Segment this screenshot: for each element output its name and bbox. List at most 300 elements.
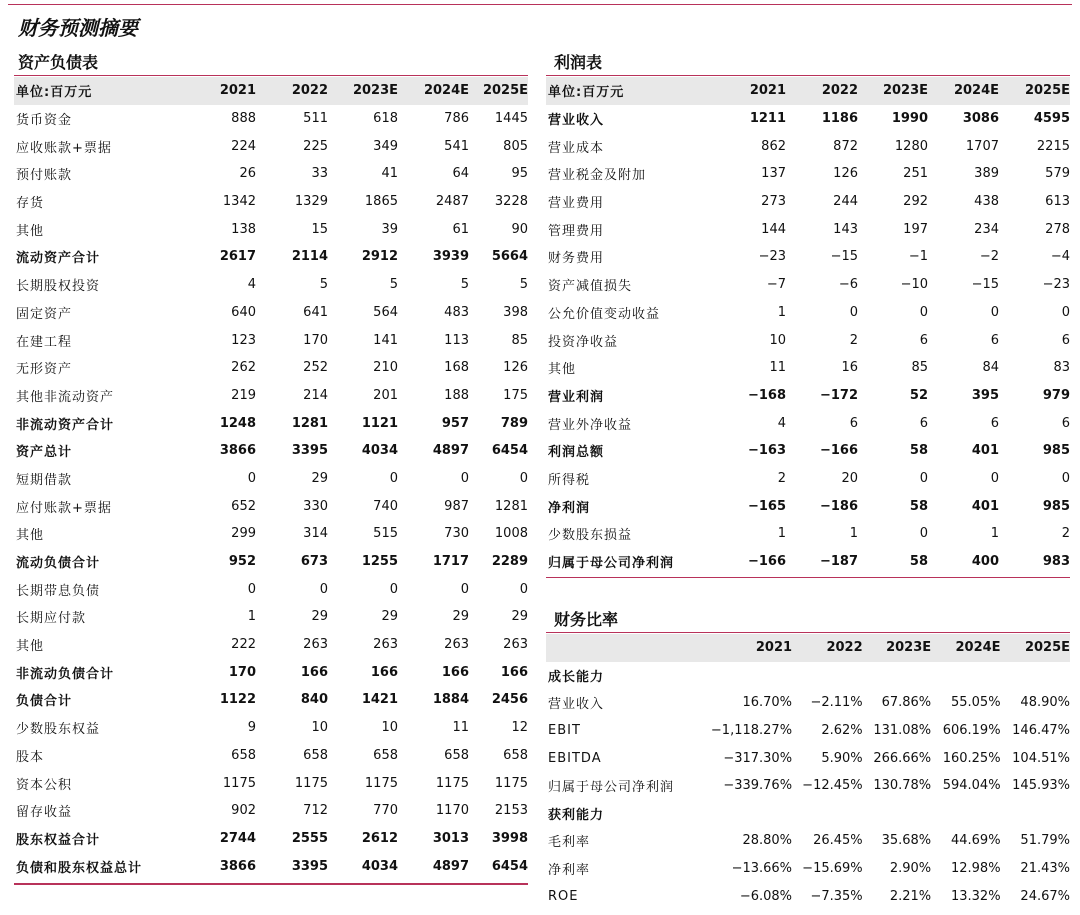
table-row: [14, 686, 528, 714]
table-row: [14, 575, 528, 603]
table-row: [546, 827, 1070, 855]
table-row: [546, 326, 1070, 354]
cell-value: 1865: [364, 194, 398, 210]
cell-value: 0: [247, 470, 256, 486]
year-header: 2023E: [328, 77, 398, 105]
row-label: 预付账款: [16, 168, 73, 184]
cell-value: 104.51%: [1012, 750, 1070, 766]
year-header: 2025E: [999, 77, 1070, 105]
cell-value: −23: [1042, 277, 1070, 293]
row-label: 其他: [16, 528, 45, 544]
table-row: [14, 852, 528, 880]
row-label: 其他: [16, 223, 45, 239]
unit-header: 单位:百万元: [546, 77, 716, 105]
cell-value: 123: [231, 332, 256, 348]
cell-value: 166: [441, 664, 469, 680]
row-label: 其他: [16, 639, 45, 655]
row-label: 长期应付款: [16, 611, 87, 627]
row-label: EBIT: [548, 723, 581, 739]
row-label: 无形资产: [16, 362, 73, 378]
cell-value: 564: [373, 304, 398, 320]
cell-value: 90: [511, 221, 528, 237]
cell-value: 4: [777, 415, 786, 431]
cell-value: 166: [500, 664, 528, 680]
cell-value: 872: [833, 138, 858, 154]
cell-value: 141: [373, 332, 398, 348]
cell-value: 398: [503, 304, 528, 320]
cell-value: [1001, 800, 1070, 828]
row-label: 营业利润: [548, 389, 605, 405]
cell-value: −186: [819, 498, 858, 514]
cell-value: −168: [747, 387, 786, 403]
cell-value: −2: [979, 249, 999, 265]
cell-value: 770: [373, 803, 398, 819]
table-row: [14, 132, 528, 160]
income-rule-bottom: [546, 577, 1070, 578]
cell-value: 483: [444, 304, 469, 320]
cell-value: 1445: [494, 111, 528, 127]
cell-value: 29: [311, 609, 328, 625]
cell-value: [863, 662, 932, 690]
cell-value: 11: [769, 360, 786, 376]
row-label: 利润总额: [548, 445, 605, 461]
cell-value: 10: [311, 720, 328, 736]
table-row: [14, 797, 528, 825]
cell-value: 39: [381, 221, 398, 237]
cell-value: 6: [990, 332, 999, 348]
cell-value: 658: [231, 747, 256, 763]
table-row: [546, 105, 1070, 133]
cell-value: 5: [460, 277, 469, 293]
table-row: [14, 658, 528, 686]
cell-value: 58: [909, 498, 928, 514]
table-row: [546, 744, 1070, 772]
cell-value: 1255: [361, 554, 398, 570]
table-row: [546, 243, 1070, 271]
cell-value: 225: [303, 138, 328, 154]
cell-value: 1280: [894, 138, 928, 154]
cell-value: 6: [919, 332, 928, 348]
cell-value: 3866: [219, 858, 256, 874]
cell-value: −163: [747, 443, 786, 459]
year-header: 2022: [256, 77, 328, 105]
cell-value: 67.86%: [881, 695, 932, 711]
row-label: 存货: [16, 196, 45, 212]
cell-value: 1: [849, 526, 858, 542]
cell-value: 2: [849, 332, 858, 348]
cell-value: 166: [300, 664, 328, 680]
year-header: 2024E: [931, 634, 1000, 662]
row-label: 归属于母公司净利润: [548, 780, 675, 796]
cell-value: 21.43%: [1020, 861, 1070, 877]
cell-value: 579: [1045, 166, 1070, 182]
cell-value: −6.08%: [739, 888, 793, 904]
cell-value: 210: [373, 360, 398, 376]
cell-value: 6: [919, 415, 928, 431]
cell-value: −187: [819, 554, 858, 570]
income-statement-title: 利润表: [554, 53, 603, 72]
table-row: [546, 800, 1070, 828]
cell-value: 33: [311, 166, 328, 182]
row-label: 营业外净收益: [548, 417, 633, 433]
cell-value: 2.21%: [889, 888, 932, 904]
table-row: [546, 437, 1070, 465]
cell-value: −6: [838, 277, 858, 293]
income-rule-top: [546, 75, 1070, 76]
cell-value: 888: [231, 111, 256, 127]
cell-value: 12: [511, 720, 528, 736]
cell-value: 1: [247, 609, 256, 625]
table-row: [14, 382, 528, 410]
row-label: 营业收入: [548, 113, 605, 129]
year-header: 2024E: [398, 77, 469, 105]
cell-value: 292: [903, 194, 928, 210]
cell-value: 137: [761, 166, 786, 182]
cell-value: [792, 662, 863, 690]
row-label: 货币资金: [16, 113, 73, 129]
row-label: 毛利率: [548, 835, 591, 851]
cell-value: 3395: [291, 858, 328, 874]
cell-value: 6: [1061, 415, 1070, 431]
row-label: 少数股东损益: [548, 528, 633, 544]
cell-value: 224: [231, 138, 256, 154]
row-label: 股本: [16, 749, 45, 765]
cell-value: 85: [911, 360, 928, 376]
cell-value: 1121: [361, 415, 398, 431]
year-header: 2023E: [863, 634, 932, 662]
ratios-table: [546, 634, 1070, 910]
cell-value: 1211: [749, 111, 786, 127]
row-label: 营业税金及附加: [548, 168, 647, 184]
table-row: [546, 299, 1070, 327]
cell-value: 1186: [821, 111, 858, 127]
table-row: [14, 437, 528, 465]
unit-header: [546, 634, 711, 662]
cell-value: 952: [228, 554, 256, 570]
cell-value: 26: [239, 166, 256, 182]
table-row: [546, 548, 1070, 576]
cell-value: 44.69%: [950, 833, 1001, 849]
table-row: [14, 215, 528, 243]
table-row: [14, 520, 528, 548]
income-statement-table: [546, 77, 1070, 575]
cell-value: 10: [769, 332, 786, 348]
row-label: 在建工程: [16, 334, 73, 350]
cell-value: 2289: [491, 554, 528, 570]
cell-value: 4897: [432, 858, 469, 874]
cell-value: 24.67%: [1020, 888, 1070, 904]
cell-value: 983: [1042, 554, 1070, 570]
cell-value: 0: [990, 304, 999, 320]
cell-value: 314: [303, 526, 328, 542]
table-row: [546, 520, 1070, 548]
table-row: [546, 132, 1070, 160]
balance-sheet-title: 资产负债表: [18, 53, 99, 72]
table-row: [14, 825, 528, 853]
cell-value: 1175: [364, 775, 398, 791]
cell-value: 641: [303, 304, 328, 320]
cell-value: 3866: [219, 443, 256, 459]
table-row: [546, 717, 1070, 745]
cell-value: 6: [990, 415, 999, 431]
cell-value: 1281: [494, 498, 528, 514]
cell-value: 170: [303, 332, 328, 348]
cell-value: 640: [231, 304, 256, 320]
table-row: [14, 769, 528, 797]
cell-value: 126: [503, 360, 528, 376]
cell-value: 234: [974, 221, 999, 237]
cell-value: 389: [974, 166, 999, 182]
cell-value: 979: [1042, 387, 1070, 403]
cell-value: 64: [452, 166, 469, 182]
cell-value: 658: [373, 747, 398, 763]
cell-value: 2.62%: [821, 723, 863, 739]
cell-value: 1122: [219, 692, 256, 708]
cell-value: 2.90%: [889, 861, 932, 877]
year-header: 2021: [716, 77, 786, 105]
cell-value: 222: [231, 637, 256, 653]
cell-value: 55.05%: [950, 695, 1001, 711]
table-row: [14, 105, 528, 133]
cell-value: 188: [444, 387, 469, 403]
cell-value: 1248: [219, 415, 256, 431]
cell-value: 5: [519, 277, 528, 293]
cell-value: 3228: [494, 194, 528, 210]
cell-value: 1: [777, 304, 786, 320]
cell-value: 299: [231, 526, 256, 542]
cell-value: [931, 800, 1000, 828]
cell-value: 0: [990, 470, 999, 486]
cell-value: 2612: [361, 830, 398, 846]
year-header: 2021: [711, 634, 792, 662]
cell-value: 214: [303, 387, 328, 403]
row-label: 归属于母公司净利润: [548, 556, 675, 572]
cell-value: 401: [971, 443, 999, 459]
cell-value: −15: [830, 249, 858, 265]
ratios-title: 财务比率: [554, 610, 619, 629]
cell-value: 606.19%: [942, 723, 1001, 739]
cell-value: −10: [900, 277, 928, 293]
table-row: [546, 215, 1070, 243]
cell-value: 613: [1045, 194, 1070, 210]
cell-value: 11: [452, 720, 469, 736]
cell-value: 658: [303, 747, 328, 763]
table-row: [546, 188, 1070, 216]
row-label: 应付账款+票据: [16, 500, 112, 516]
table-row: [14, 548, 528, 576]
table-row: [546, 354, 1070, 382]
cell-value: 2744: [219, 830, 256, 846]
cell-value: [863, 800, 932, 828]
cell-value: 13.32%: [950, 888, 1001, 904]
table-row: [546, 465, 1070, 493]
cell-value: 957: [441, 415, 469, 431]
cell-value: 840: [300, 692, 328, 708]
cell-value: 252: [303, 360, 328, 376]
cell-value: 987: [444, 498, 469, 514]
cell-value: 263: [503, 637, 528, 653]
cell-value: 2: [1061, 526, 1070, 542]
cell-value: 26.45%: [813, 833, 863, 849]
table-row: [546, 855, 1070, 883]
row-label: 固定资产: [16, 306, 73, 322]
cell-value: 219: [231, 387, 256, 403]
cell-value: 1008: [494, 526, 528, 542]
table-row: [546, 160, 1070, 188]
row-label: 净利润: [548, 500, 591, 516]
cell-value: [711, 800, 792, 828]
cell-value: 6454: [491, 443, 528, 459]
cell-value: 2487: [435, 194, 469, 210]
cell-value: 2114: [291, 249, 328, 265]
row-label: 成长能力: [548, 669, 605, 685]
cell-value: 1717: [432, 554, 469, 570]
cell-value: 10: [381, 720, 398, 736]
cell-value: 2: [777, 470, 786, 486]
table-row: [14, 354, 528, 382]
cell-value: 61: [452, 221, 469, 237]
table-row: [14, 603, 528, 631]
table-row: [14, 465, 528, 493]
cell-value: 4: [247, 277, 256, 293]
cell-value: 1707: [965, 138, 999, 154]
cell-value: 0: [460, 470, 469, 486]
cell-value: −2.11%: [810, 695, 863, 711]
row-label: 长期带息负债: [16, 583, 101, 599]
cell-value: 52: [909, 387, 928, 403]
table-row: [546, 772, 1070, 800]
year-header: 2021: [186, 77, 256, 105]
row-label: 财务费用: [548, 251, 605, 267]
cell-value: 58: [909, 443, 928, 459]
cell-value: 84: [982, 360, 999, 376]
cell-value: 197: [903, 221, 928, 237]
cell-value: 2617: [219, 249, 256, 265]
row-label: 非流动负债合计: [16, 666, 115, 682]
cell-value: 0: [247, 581, 256, 597]
cell-value: 48.90%: [1020, 695, 1070, 711]
cell-value: 138: [231, 221, 256, 237]
cell-value: 2215: [1036, 138, 1070, 154]
table-row: [546, 492, 1070, 520]
row-label: 净利率: [548, 863, 591, 879]
cell-value: 985: [1042, 443, 1070, 459]
cell-value: 263: [444, 637, 469, 653]
cell-value: 0: [389, 470, 398, 486]
cell-value: 16: [841, 360, 858, 376]
cell-value: 1884: [432, 692, 469, 708]
table-row: [14, 243, 528, 271]
row-label: 非流动资产合计: [16, 417, 115, 433]
row-label: 负债合计: [16, 694, 73, 710]
cell-value: 201: [373, 387, 398, 403]
row-label: 流动负债合计: [16, 556, 101, 572]
cell-value: 113: [444, 332, 469, 348]
row-label: 管理费用: [548, 223, 605, 239]
cell-value: 594.04%: [942, 778, 1001, 794]
row-label: ROE: [548, 888, 579, 904]
cell-value: 12.98%: [950, 861, 1001, 877]
cell-value: 1: [990, 526, 999, 542]
cell-value: 0: [319, 581, 328, 597]
cell-value: 0: [389, 581, 398, 597]
cell-value: 3395: [291, 443, 328, 459]
cell-value: 35.68%: [881, 833, 932, 849]
cell-value: 16.70%: [742, 695, 793, 711]
cell-value: 730: [444, 526, 469, 542]
cell-value: 3013: [432, 830, 469, 846]
page-title: 财务预测摘要: [18, 16, 138, 40]
cell-value: 5.90%: [821, 750, 863, 766]
table-row: [14, 714, 528, 742]
cell-value: 29: [511, 609, 528, 625]
row-label: 短期借款: [16, 472, 73, 488]
cell-value: 786: [444, 111, 469, 127]
cell-value: 1: [777, 526, 786, 542]
row-label: 资产总计: [16, 445, 73, 461]
table-row: [546, 409, 1070, 437]
cell-value: −1: [908, 249, 928, 265]
year-header: 2023E: [858, 77, 928, 105]
cell-value: −1,118.27%: [710, 723, 793, 739]
cell-value: −4: [1050, 249, 1070, 265]
cell-value: −172: [819, 387, 858, 403]
year-header: 2022: [786, 77, 858, 105]
cell-value: −23: [758, 249, 786, 265]
cell-value: 4595: [1033, 111, 1070, 127]
row-label: 应收账款+票据: [16, 140, 112, 156]
cell-value: 673: [300, 554, 328, 570]
cell-value: 29: [452, 609, 469, 625]
balance-rule-top: [14, 75, 528, 76]
cell-value: 278: [1045, 221, 1070, 237]
cell-value: 58: [909, 554, 928, 570]
cell-value: 145.93%: [1012, 778, 1070, 794]
cell-value: 170: [228, 664, 256, 680]
cell-value: 28.80%: [742, 833, 793, 849]
cell-value: 29: [311, 470, 328, 486]
cell-value: 144: [761, 221, 786, 237]
cell-value: 515: [373, 526, 398, 542]
cell-value: 146.47%: [1012, 723, 1070, 739]
cell-value: 126: [833, 166, 858, 182]
cell-value: 1421: [361, 692, 398, 708]
row-label: 投资净收益: [548, 334, 619, 350]
row-label: 负债和股东权益总计: [16, 860, 143, 876]
cell-value: 1175: [294, 775, 328, 791]
year-header: 2022: [792, 634, 863, 662]
cell-value: 5664: [491, 249, 528, 265]
row-label: 其他: [548, 362, 577, 378]
row-label: 资产减值损失: [548, 279, 633, 295]
cell-value: 29: [381, 609, 398, 625]
cell-value: 3086: [962, 111, 999, 127]
table-row: [14, 492, 528, 520]
cell-value: 266.66%: [873, 750, 932, 766]
header-row: [546, 77, 1070, 105]
cell-value: 6454: [491, 858, 528, 874]
cell-value: −166: [819, 443, 858, 459]
table-row: [546, 689, 1070, 717]
cell-value: 0: [1061, 470, 1070, 486]
table-row: [14, 631, 528, 659]
table-row: [14, 326, 528, 354]
cell-value: 263: [373, 637, 398, 653]
cell-value: −339.76%: [723, 778, 793, 794]
ratios-rule-top: [546, 632, 1070, 633]
row-label: 营业费用: [548, 196, 605, 212]
year-header: 2025E: [469, 77, 528, 105]
